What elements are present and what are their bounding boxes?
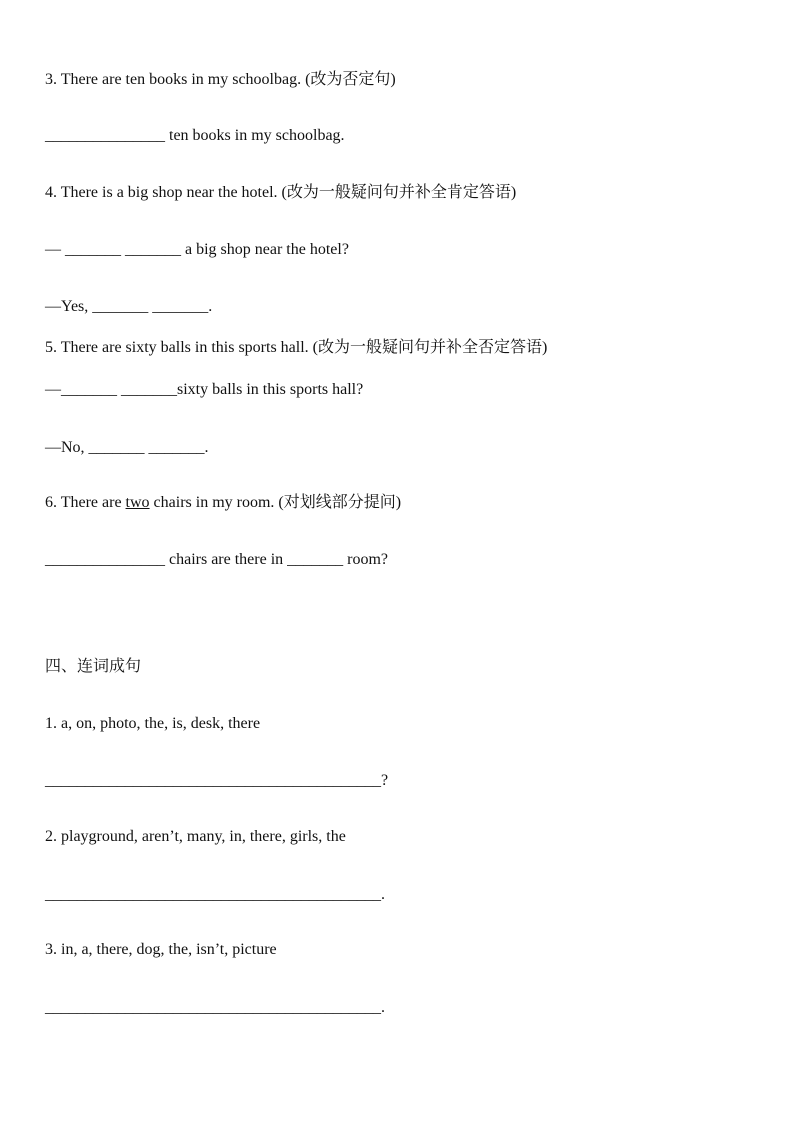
question-4-prompt: 4. There is a big shop near the hotel. (改为一般疑问句并补全肯定答语): [45, 184, 517, 201]
section-4-heading: 四、连词成句: [45, 658, 142, 675]
question-6-underlined-word: two: [125, 494, 150, 511]
question-6-prompt-end: chairs in my room. (对划线部分提问): [149, 494, 402, 511]
question-6-answer-line: _______________ chairs are there in _______ room?: [45, 551, 389, 568]
question-4-reply-line: —Yes, _______ _______.: [45, 298, 213, 315]
sentence-1-answer-line: __________________________________________?: [45, 772, 389, 789]
question-6-prompt: [45, 493, 401, 513]
sentence-2-answer-line: __________________________________________.: [45, 886, 385, 903]
question-6-prompt-start: 6. There are: [45, 494, 126, 511]
sentence-2-words: 2. playground, aren’t, many, in, there, girls, the: [45, 828, 346, 845]
question-4-question-line: — _______ _______ a big shop near the hotel?: [45, 241, 349, 258]
sentence-1-words: 1. a, on, photo, the, is, desk, there: [45, 715, 261, 732]
question-3-prompt: 3. There are ten books in my schoolbag. (改为否定句): [45, 71, 396, 88]
question-5-question-line: —_______ _______sixty balls in this sports hall?: [45, 381, 364, 398]
sentence-3-answer-line: __________________________________________.: [45, 999, 385, 1016]
question-5-reply-line: —No, _______ _______.: [45, 439, 209, 456]
question-3-answer-line: _______________ ten books in my schoolbag.: [45, 127, 345, 144]
sentence-3-words: 3. in, a, there, dog, the, isn’t, picture: [45, 941, 277, 958]
question-5-prompt: 5. There are sixty balls in this sports hall. (改为一般疑问句并补全否定答语): [45, 339, 548, 356]
